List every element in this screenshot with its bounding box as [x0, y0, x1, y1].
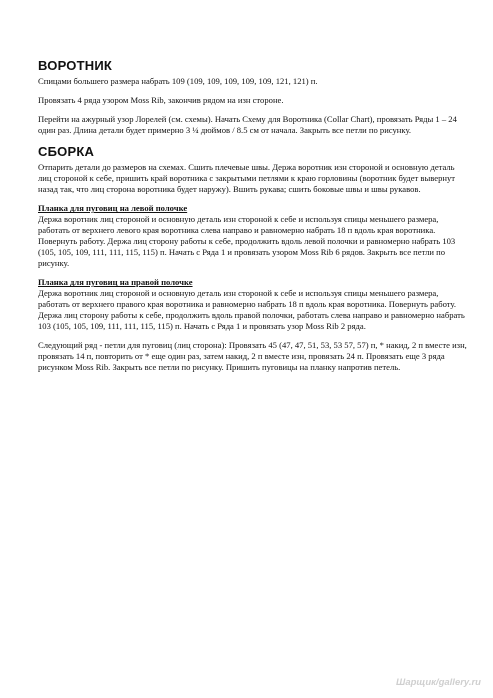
collar-paragraph-2: Провязать 4 ряда узором Moss Rib, закончив рядом на изн стороне. [38, 95, 284, 105]
collar-heading: ВОРОТНИК [38, 58, 112, 73]
collar-paragraph-1: Спицами большего размера набрать 109 (109, 109, 109, 109, 109, 121, 121) п. [38, 76, 318, 86]
assembly-heading: СБОРКА [38, 144, 95, 159]
assembly-paragraph-1: Отпарить детали до размеров на схемах. Сшить плечевые швы. Держа воротник изн стороной и основную деталь лиц стороной к себе, пришить край воротника с закрытыми петлями к краю горловины (воротник будет вывернут назад так, что лиц сторона воротника будет наружу). Вшить рукава; сшить боковые швы и швы рукавов. [38, 162, 456, 194]
buttonhole-row-text: Следующий ряд - петли для пуговиц (лиц сторона): Провязать 45 (47, 47, 51, 53, 53 57, 57) п, * накид, 2 п вместе изн, провязать 14 п, повторить от * еще один раз, затем накид, 2 п вместе изн, провязать 24 п. Провязать еще 3 ряда рисунком Moss Rib. Закрыть все петли по рисунку. Пришить пуговицы на планку напротив петель. [38, 340, 467, 372]
left-band-text: Держа воротник лиц стороной и основную деталь изн стороной к себе и используя спицы меньшего размера, работать от верхнего левого края воротника слева направо и равномерно набрать 18 п вдоль края воротника. Повернуть работу. Держа лиц сторону работы к себе, продолжить вдоль левой полочки и равномерно набрать 103 (105, 105, 109, 111, 111, 115, 115) п. Начать с Ряда 1 и провязать узором Moss Rib 6 рядов. Закрыть все петли по рисунку. [38, 214, 456, 268]
watermark: Шарщик/gallery.ru [396, 677, 481, 688]
right-band-title: Планка для пуговиц на правой полочке [38, 277, 193, 287]
right-band-text: Держа воротник лиц стороной и основную деталь изн стороной к себе и используя спицы меньшего размера, работать от верхнего правого края воротника и равномерно набрать 18 п вдоль края воротника. Повернуть работу. Держа лиц сторону работы к себе, продолжить вдоль правой полочки, работать слева направо и равномерно набрать 103 (105, 105, 109, 111, 111, 115, 115) п. Начать с Ряда 1 и провязать узор Moss Rib 2 ряда. [38, 288, 465, 331]
left-band-title: Планка для пуговиц на левой полочке [38, 203, 188, 213]
document-page [38, 58, 468, 381]
collar-paragraph-3: Перейти на ажурный узор Лорелей (см. схемы). Начать Схему для Воротника (Collar Chart), провязать Ряды 1 – 24 один раз. Длина детали будет примерно 3 ¼ дюймов / 8.5 см от начала. Закрыть все петли по рисунку. [38, 114, 457, 135]
